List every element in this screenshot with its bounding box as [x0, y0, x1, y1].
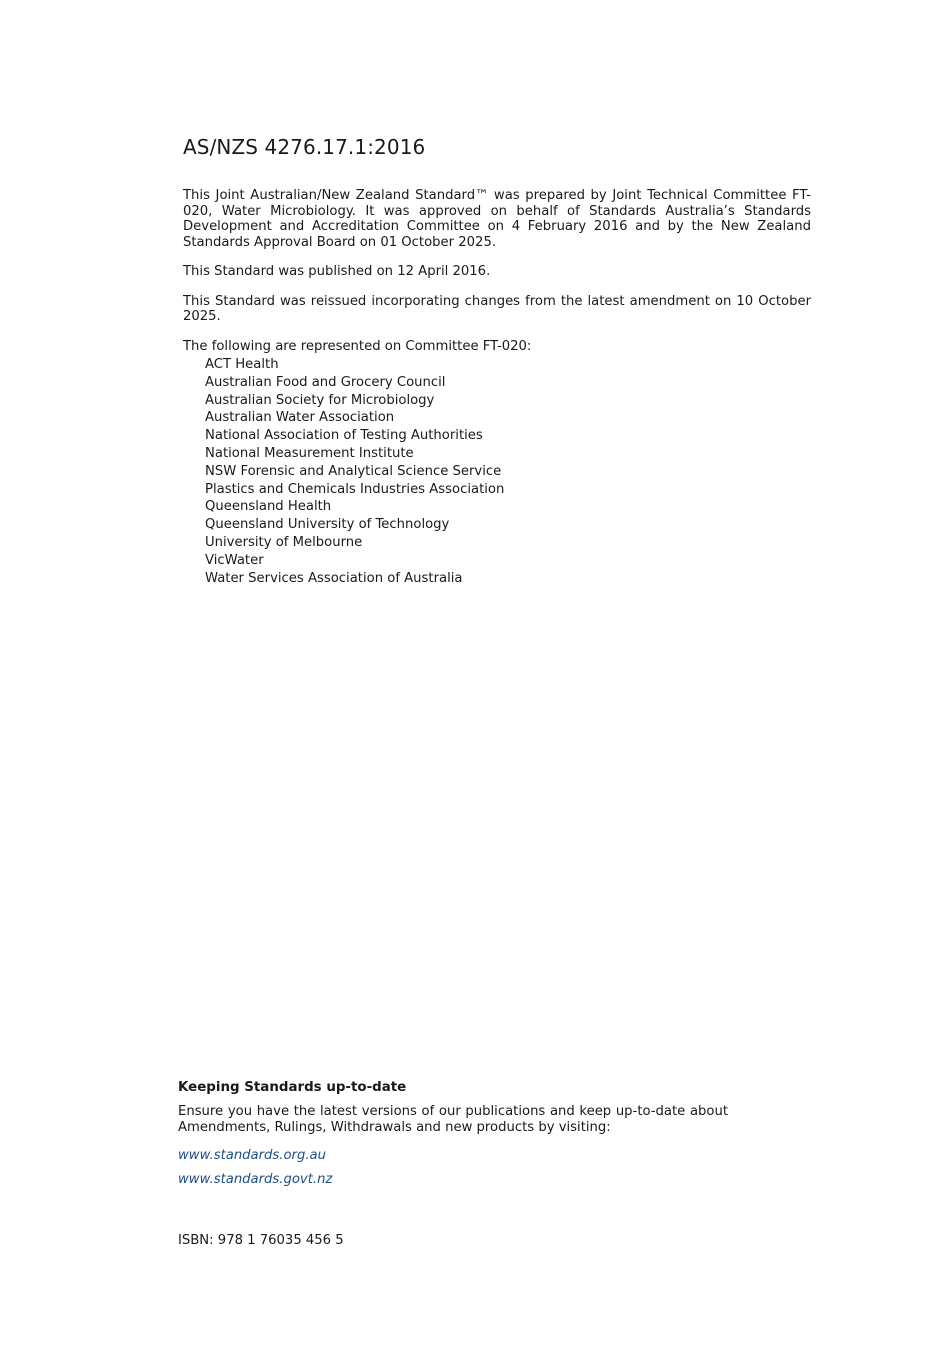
committee-section	[183, 338, 811, 587]
footer-text: Ensure you have the latest versions of our publications and keep up-to-date about Amendments, Rulings, Withdrawals and new products by visiting:	[178, 1104, 728, 1135]
committee-heading: The following are represented on Committee FT-020:	[183, 339, 532, 354]
committee-member: Australian Society for Microbiology	[205, 392, 435, 408]
committee-member: National Association of Testing Authorities	[205, 428, 483, 444]
committee-member: VicWater	[205, 552, 264, 568]
committee-member: ACT Health	[205, 357, 279, 372]
document-title: AS/NZS 4276.17.1:2016	[183, 135, 426, 159]
keeping-up-to-date-section	[178, 1080, 728, 1192]
footer-heading: Keeping Standards up-to-date	[178, 1080, 407, 1095]
committee-member: National Measurement Institute	[205, 445, 414, 461]
intro-section	[183, 188, 811, 339]
committee-member: Queensland University of Technology	[205, 517, 450, 533]
committee-member: Plastics and Chemicals Industries Association	[205, 481, 505, 497]
standards-australia-link[interactable]: www.standards.org.au	[178, 1148, 326, 1163]
committee-member: NSW Forensic and Analytical Science Service	[205, 463, 502, 479]
committee-member: Australian Water Association	[205, 410, 395, 426]
reissued-statement: This Standard was reissued incorporating changes from the latest amendment on 10 October 2025.	[183, 293, 811, 324]
prepared-statement: This Joint Australian/New Zealand Standard™ was prepared by Joint Technical Committee FT-020, Water Microbiology. It was approved on behalf of Standards Australia’s Standards Development and Accreditation Committee on 4 February 2016 and by the New Zealand Standards Approval Board on 01 October 2025.	[183, 188, 811, 250]
committee-member: Water Services Association of Australia	[205, 570, 463, 586]
isbn-number: ISBN: 978 1 76035 456 5	[178, 1233, 344, 1248]
published-statement: This Standard was published on 12 April 2016.	[183, 264, 491, 279]
committee-member: University of Melbourne	[205, 534, 363, 550]
committee-member: Queensland Health	[205, 499, 332, 515]
committee-member-list	[183, 356, 811, 587]
standards-nz-link[interactable]: www.standards.govt.nz	[178, 1172, 333, 1187]
committee-member: Australian Food and Grocery Council	[205, 374, 446, 390]
